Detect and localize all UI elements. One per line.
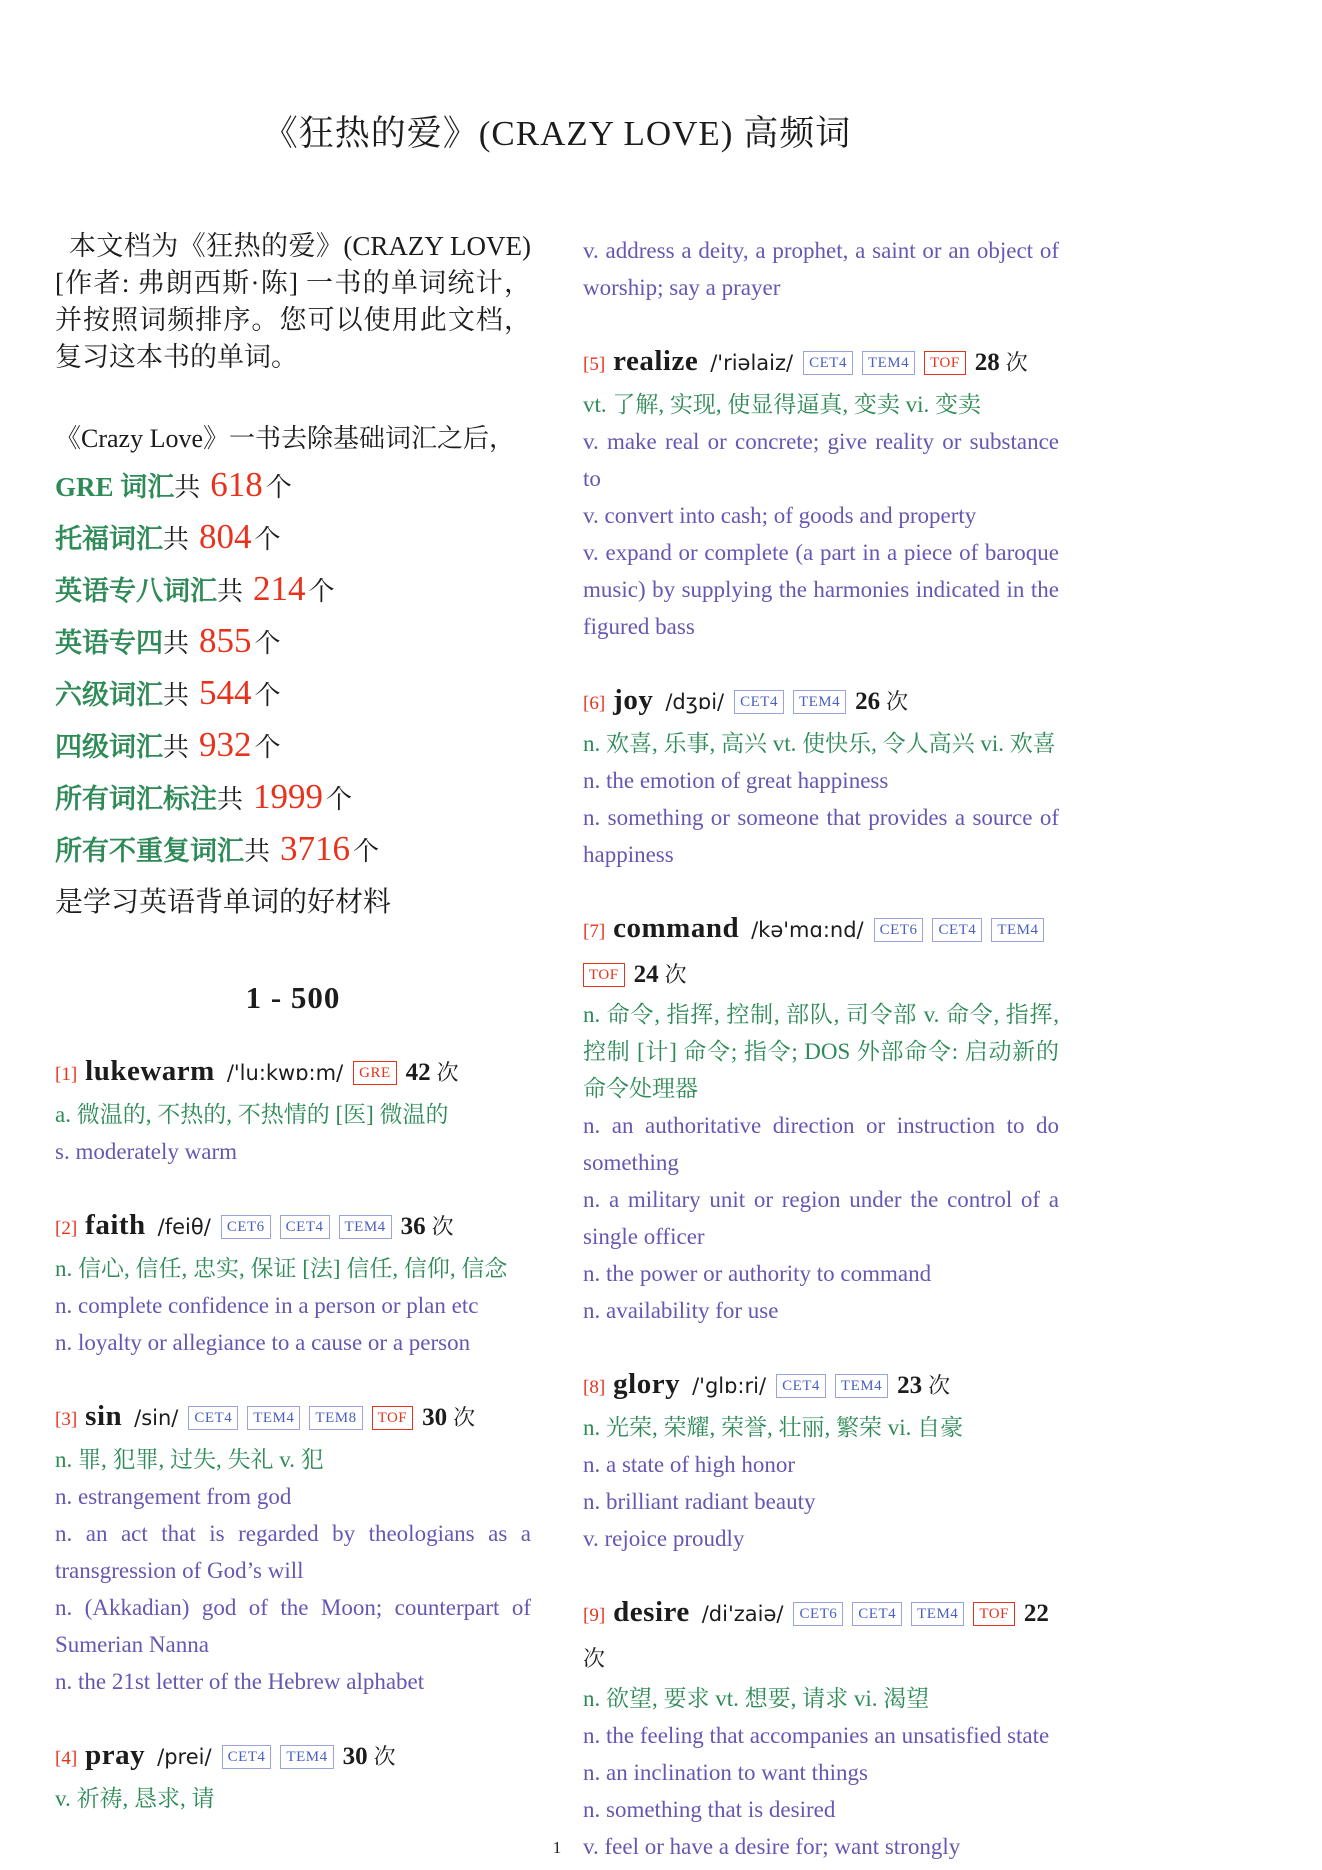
definition-line: n. complete confidence in a person or plan etc: [55, 1293, 479, 1318]
entry-count-unit: 次: [583, 1646, 606, 1671]
stats-list: [55, 462, 531, 878]
definition-line: n. availability for use: [583, 1298, 779, 1323]
entry-tag-gre: GRE: [353, 1061, 397, 1085]
two-column-layout: [55, 228, 1059, 1865]
section-heading: 1 - 500: [245, 980, 341, 1015]
pray-continuation-block: [583, 232, 1059, 306]
entry-phonetic: /'lu:kwɒ:m/: [226, 1061, 344, 1085]
definition-line: n. 欢喜, 乐事, 高兴 vt. 使快乐, 令人高兴 vi. 欢喜: [583, 731, 1056, 756]
stat-connector: 共: [163, 681, 190, 710]
stat-connector: 共: [163, 629, 190, 658]
entry-count: 42: [405, 1059, 431, 1086]
definition-line: n. 罪, 犯罪, 过失, 失礼 v. 犯: [55, 1447, 324, 1472]
definition-line: n. the power or authority to command: [583, 1261, 932, 1286]
definition-line: n. 光荣, 荣耀, 荣誉, 壮丽, 繁荣 vi. 自豪: [583, 1415, 964, 1440]
entry-tag-tem8: TEM8: [309, 1406, 362, 1430]
stat-unit: 个: [254, 733, 281, 762]
entry-word: joy: [613, 684, 654, 716]
entry-tag-tem4: TEM4: [862, 351, 915, 375]
entry-count: 28: [974, 349, 1000, 376]
word-entry: [583, 679, 1059, 873]
entry-count-unit: 次: [928, 1373, 951, 1398]
right-column: [583, 228, 1059, 1865]
entry-tag-cet6: CET6: [874, 918, 924, 942]
definition-line: v. convert into cash; of goods and property: [583, 503, 977, 528]
definition-line: v. rejoice proudly: [583, 1526, 745, 1551]
entry-headline: [55, 1204, 531, 1250]
left-entries: [55, 1050, 531, 1817]
stat-line: [55, 462, 531, 514]
entry-count: 36: [400, 1213, 426, 1240]
vocab-category-label: 所有不重复词汇: [55, 836, 244, 866]
stat-connector: 共: [244, 837, 271, 866]
entry-count: 22: [1023, 1600, 1049, 1627]
entry-definitions: [583, 386, 1059, 645]
entry-tag-cet6: CET6: [793, 1602, 843, 1626]
vocab-category-label: 托福词汇: [55, 524, 163, 554]
entry-tag-tof: TOF: [372, 1406, 414, 1430]
stat-unit: 个: [254, 681, 281, 710]
entry-index: [5]: [583, 354, 606, 375]
entry-headline: [55, 1050, 531, 1096]
vocab-count: 214: [253, 569, 306, 608]
vocab-count: 855: [199, 621, 252, 660]
vocab-category-label: 所有词汇标注: [55, 784, 217, 814]
entry-word: faith: [85, 1209, 146, 1241]
right-entries: [583, 340, 1059, 1865]
entry-count-unit: 次: [373, 1744, 396, 1769]
entry-definitions: [55, 1096, 531, 1170]
entry-definitions: [583, 1409, 1059, 1557]
entry-count: 26: [855, 688, 881, 715]
entry-tag-tem4: TEM4: [991, 918, 1044, 942]
entry-index: [1]: [55, 1064, 78, 1085]
word-entry: [55, 1204, 531, 1361]
stat-unit: 个: [308, 577, 335, 606]
entry-count-unit: 次: [431, 1214, 454, 1239]
entry-word: realize: [613, 345, 699, 377]
entry-word: sin: [85, 1400, 123, 1432]
word-entry: [55, 1734, 531, 1817]
entry-word: desire: [613, 1596, 690, 1628]
entry-headline: [583, 1363, 1059, 1409]
definition-line: n. something that is desired: [583, 1797, 836, 1822]
definition-line: n. the feeling that accompanies an unsatisfied state: [583, 1723, 1050, 1748]
entry-tags: [793, 1597, 1023, 1628]
entry-count-unit: 次: [436, 1060, 459, 1085]
entry-tag-tof: TOF: [973, 1602, 1015, 1626]
definition-line: v. 祈祷, 恳求, 请: [55, 1786, 215, 1811]
vocab-count: 932: [199, 725, 252, 764]
stat-connector: 共: [174, 473, 201, 502]
entry-word: glory: [613, 1368, 681, 1400]
entry-headline: [55, 1734, 531, 1780]
definition-line: s. moderately warm: [55, 1139, 238, 1164]
stat-line: [55, 722, 531, 774]
entry-word: pray: [85, 1739, 146, 1771]
vocab-count: 804: [199, 517, 252, 556]
entry-tags: [353, 1056, 406, 1087]
stat-unit: 个: [353, 837, 380, 866]
entry-headline: [583, 340, 1059, 386]
definition-line: n. 信心, 信任, 忠实, 保证 [法] 信任, 信仰, 信念: [55, 1256, 508, 1281]
entry-definitions: [55, 1780, 531, 1817]
stat-unit: 个: [326, 785, 353, 814]
entry-index: [8]: [583, 1377, 606, 1398]
stat-line: [55, 618, 531, 670]
vocab-category-label: 六级词汇: [55, 680, 163, 710]
entry-tags: [221, 1210, 401, 1241]
entry-phonetic: /di'zaiə/: [701, 1602, 784, 1626]
entry-phonetic: /prei/: [157, 1745, 212, 1769]
entry-headline: [583, 679, 1059, 725]
stats-closing: 是学习英语背单词的好材料: [55, 887, 392, 918]
entry-tag-tem4: TEM4: [793, 690, 846, 714]
page-title: 《狂热的爱》(CRAZY LOVE) 高频词: [262, 114, 852, 153]
entry-word: lukewarm: [85, 1055, 215, 1087]
stat-unit: 个: [254, 629, 281, 658]
stat-line: [55, 514, 531, 566]
entry-count-unit: 次: [886, 689, 909, 714]
entry-definitions: [583, 725, 1059, 873]
entry-word: command: [613, 912, 740, 944]
stats-block: [55, 416, 531, 926]
entry-definitions: [55, 1250, 531, 1361]
entry-tag-cet4: CET4: [188, 1406, 238, 1430]
vocab-category-label: 英语专八词汇: [55, 576, 217, 606]
entry-headline: [55, 1395, 531, 1441]
definition-line: n. 命令, 指挥, 控制, 部队, 司令部 v. 命令, 指挥, 控制 [计] 命令; 指令; DOS 外部命令: 启动新的命令处理器: [583, 1002, 1059, 1101]
definition-line: n. a state of high honor: [583, 1452, 796, 1477]
left-column: [55, 228, 531, 1865]
stat-unit: 个: [265, 473, 292, 502]
entry-phonetic: /'glɒ:ri/: [692, 1374, 767, 1398]
entry-phonetic: /sin/: [134, 1406, 179, 1430]
entry-tag-cet4: CET4: [280, 1215, 330, 1239]
entry-count-unit: 次: [664, 962, 687, 987]
definition-line: v. make real or concrete; give reality or substance to: [583, 429, 1059, 491]
definition-line: n. an authoritative direction or instruction to do something: [583, 1113, 1059, 1175]
stat-unit: 个: [254, 525, 281, 554]
entry-tag-cet4: CET4: [932, 918, 982, 942]
entry-count-unit: 次: [1005, 350, 1028, 375]
entry-count-unit: 次: [453, 1405, 476, 1430]
entry-tag-cet6: CET6: [221, 1215, 271, 1239]
entry-count: 24: [633, 961, 659, 988]
entry-tags: [803, 346, 975, 377]
entry-tag-tem4: TEM4: [339, 1215, 392, 1239]
entry-tag-tem4: TEM4: [911, 1602, 964, 1626]
definition-line: n. an inclination to want things: [583, 1760, 868, 1785]
word-entry: [583, 1363, 1059, 1557]
stats-lead: 《Crazy Love》一书去除基础词汇之后，: [55, 424, 516, 453]
entry-index: [6]: [583, 693, 606, 714]
definition-line: n. brilliant radiant beauty: [583, 1489, 816, 1514]
entry-tag-cet4: CET4: [734, 690, 784, 714]
word-entry: [55, 1050, 531, 1170]
entry-index: [2]: [55, 1218, 78, 1239]
stat-connector: 共: [163, 733, 190, 762]
stat-line: [55, 670, 531, 722]
entry-index: [3]: [55, 1409, 78, 1430]
definition-line: n. something or someone that provides a source of happiness: [583, 805, 1059, 867]
stat-line: [55, 566, 531, 618]
entry-tags: [222, 1740, 343, 1771]
pray-continuation-definition: v. address a deity, a prophet, a saint or an object of worship; say a prayer: [583, 238, 1059, 300]
entry-tags: [734, 685, 855, 716]
vocab-count: 544: [199, 673, 252, 712]
word-entry: [583, 1591, 1059, 1865]
entry-tag-cet4: CET4: [776, 1374, 826, 1398]
definition-line: n. estrangement from god: [55, 1484, 292, 1509]
entry-tag-cet4: CET4: [222, 1745, 272, 1769]
entry-definitions: [55, 1441, 531, 1700]
definition-line: v. expand or complete (a part in a piece of baroque music) by supplying the harmonies indicated in the figured bass: [583, 540, 1059, 639]
vocab-count: 1999: [253, 777, 324, 816]
entry-count: 30: [422, 1404, 448, 1431]
entry-tag-tem4: TEM4: [247, 1406, 300, 1430]
entry-phonetic: /'riəlaiz/: [710, 351, 794, 375]
stat-line: [55, 774, 531, 826]
vocab-count: 3716: [280, 829, 351, 868]
entry-tag-tof: TOF: [583, 963, 625, 987]
entry-phonetic: /feiθ/: [157, 1215, 211, 1239]
entry-tag-cet4: CET4: [852, 1602, 902, 1626]
vocab-category-label: 四级词汇: [55, 732, 163, 762]
entry-tag-tof: TOF: [924, 351, 966, 375]
entry-tag-tem4: TEM4: [280, 1745, 333, 1769]
entry-count: 23: [897, 1372, 923, 1399]
entry-count: 30: [342, 1743, 368, 1770]
stat-line: [55, 826, 531, 878]
entry-tags: [776, 1369, 897, 1400]
word-entry: [583, 907, 1059, 1329]
word-entry: [583, 340, 1059, 645]
vocab-category-label: GRE 词汇: [55, 472, 175, 502]
entry-index: [9]: [583, 1605, 606, 1626]
page-number: 1: [552, 1838, 562, 1857]
entry-definitions: [583, 996, 1059, 1329]
definition-line: n. loyalty or allegiance to a cause or a person: [55, 1330, 471, 1355]
vocab-category-label: 英语专四: [55, 628, 163, 658]
definition-line: n. the 21st letter of the Hebrew alphabet: [55, 1669, 425, 1694]
entry-tags: [188, 1401, 422, 1432]
stat-connector: 共: [217, 785, 244, 814]
entry-headline: [583, 1591, 1059, 1680]
definition-line: n. an act that is regarded by theologians as a transgression of God’s will: [55, 1521, 531, 1583]
definition-line: v. feel or have a desire for; want strongly: [583, 1834, 961, 1859]
vocab-count: 618: [210, 465, 263, 504]
definition-line: vt. 了解, 实现, 使显得逼真, 变卖 vi. 变卖: [583, 392, 982, 417]
entry-phonetic: /dʒɒi/: [665, 690, 725, 714]
entry-index: [4]: [55, 1748, 78, 1769]
intro-paragraph: 本文档为《狂热的爱》(CRAZY LOVE)[作者: 弗朗西斯·陈] 一书的单词统计，并按照词频排序。您可以使用此文档，复习这本书的单词。: [55, 231, 531, 372]
entry-tag-tem4: TEM4: [835, 1374, 888, 1398]
word-entry: [55, 1395, 531, 1700]
definition-line: n. a military unit or region under the control of a single officer: [583, 1187, 1059, 1249]
definition-line: n. the emotion of great happiness: [583, 768, 889, 793]
entry-tag-cet4: CET4: [803, 351, 853, 375]
definition-line: a. 微温的, 不热的, 不热情的 [医] 微温的: [55, 1102, 449, 1127]
stat-connector: 共: [163, 525, 190, 554]
entry-phonetic: /kə'mɑ:nd/: [751, 918, 864, 942]
entry-headline: [583, 907, 1059, 996]
stat-connector: 共: [217, 577, 244, 606]
definition-line: n. 欲望, 要求 vt. 想要, 请求 vi. 渴望: [583, 1686, 930, 1711]
entry-index: [7]: [583, 921, 606, 942]
definition-line: n. (Akkadian) god of the Moon; counterpart of Sumerian Nanna: [55, 1595, 531, 1657]
